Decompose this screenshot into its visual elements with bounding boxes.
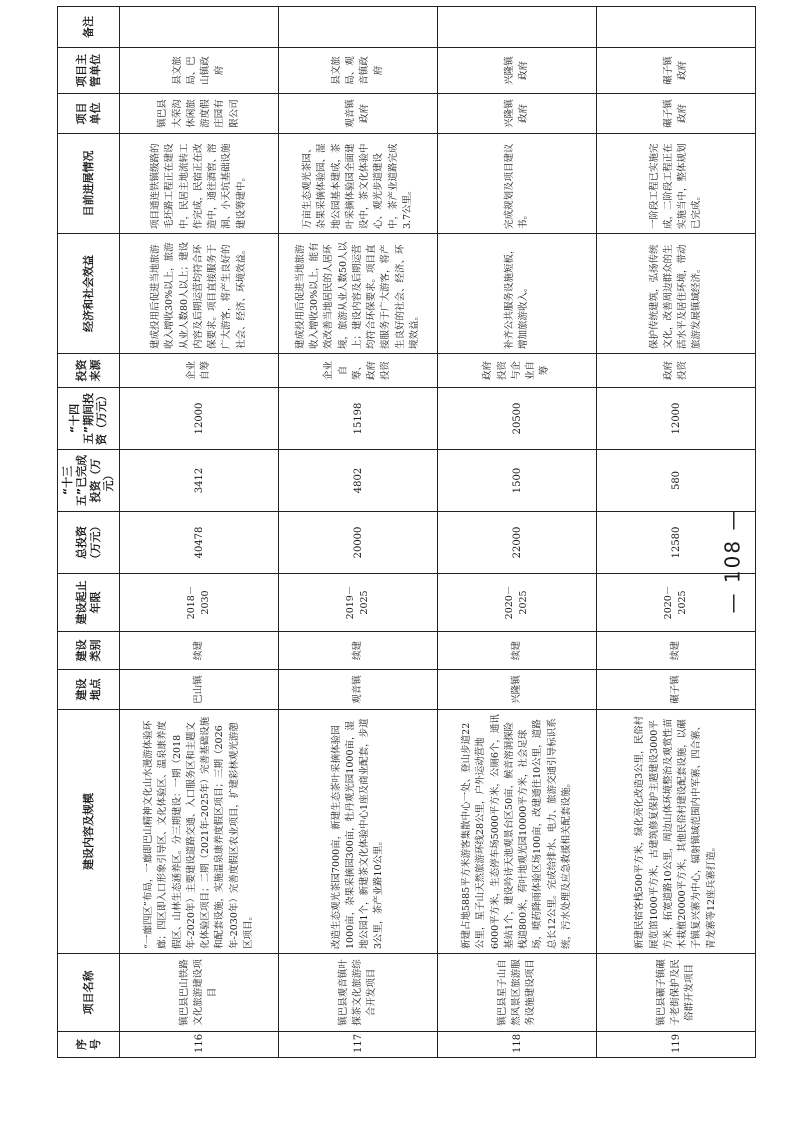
header-location: 建设地点: [58, 670, 120, 710]
cell-source: 政府投资与企业自筹: [438, 354, 597, 388]
cell-benefit: 建成投用后促进当地旅游收入增收30%以上，能有效改善当地居民的人居环境，旅游从业人数50人以上；建设内容及后期运营均符合环保要求。项目直接服务于广大游客，将产生良好的社会、经济、环境效益。: [279, 234, 438, 354]
cell-unit: 镇巴县大荣沟休闲旅游度假庄园有限公司: [120, 94, 279, 134]
header-plan-14: “十四五”期间投资（万元）: [58, 388, 120, 450]
cell-done-13: 3412: [120, 450, 279, 512]
cell-name: 镇巴县碾子镇碾子老街保护及民俗群开发项目: [597, 954, 756, 1032]
cell-progress: 项目通连铁镇级路的毛坯路工程正在建设中，民居主地流转工作完成，民宿正在改造中，通往酒窖、溶洞、小天坑基础设施建设筹建中。: [120, 134, 279, 234]
cell-seq: 117: [279, 1032, 438, 1058]
cell-plan-14: 20500: [438, 388, 597, 450]
cell-unit: 观音镇政府: [279, 94, 438, 134]
cell-location: 碾子镇: [597, 670, 756, 710]
cell-supervisor: 县文旅局、观音镇政府: [279, 48, 438, 94]
cell-period: 2019－2025: [279, 574, 438, 632]
header-total: 总投资（万元）: [58, 512, 120, 574]
cell-type: 续建: [279, 632, 438, 670]
header-progress: 目前进展情况: [58, 134, 120, 234]
cell-location: 巴山镇: [120, 670, 279, 710]
cell-source: 企业自筹、政府投资: [279, 354, 438, 388]
header-remark: 备注: [58, 7, 120, 48]
cell-benefit: 建成投用后促进当地旅游收入增收30%以上，旅游从业人数80人以上；建设内容及后期运营均符合环保要求。项目直接服务于广大游客，将产生良好的社会、经济、环境效益。: [120, 234, 279, 354]
cell-plan-14: 15198: [279, 388, 438, 450]
cell-progress: 一阶段工程已实施完成，二阶段工程正在实施当中，整体规划已完成。: [597, 134, 756, 234]
cell-seq: 116: [120, 1032, 279, 1058]
cell-period: 2018－2030: [120, 574, 279, 632]
cell-name: 镇巴县星子山自然风景区旅游服务设施建设项目: [438, 954, 597, 1032]
cell-content: 新建占地5885平方米游客集散中心一处、登山步道22公里，星子山天然旅游环线28公里，户外运动营地6000平方米，生态停车场5000平方米，公厕6个，通讯基站1个，建设吟诗天池观景台区50亩，候音溶洞探险栈道800米，荷叶地观光园10000平方米，社会足球场，喷药降雨体验区场100亩，改建通往10公里，道路总长12公里。完成给排水、电力、旅游交通引导标识系统，污水处理及应急救援相关配套设施。: [438, 710, 597, 954]
header-source: 投资来源: [58, 354, 120, 388]
header-name: 项目名称: [58, 954, 120, 1032]
cell-seq: 119: [597, 1032, 756, 1058]
page-number: — 108 —: [720, 508, 745, 614]
cell-supervisor: 碾子镇政府: [597, 48, 756, 94]
cell-total: 12580: [597, 512, 756, 574]
header-done-13: “十三五”已完成投资（万元）: [58, 450, 120, 512]
cell-plan-14: 12000: [597, 388, 756, 450]
cell-location: 观音镇: [279, 670, 438, 710]
cell-remark: [438, 7, 597, 48]
cell-type: 续建: [438, 632, 597, 670]
cell-total: 20000: [279, 512, 438, 574]
cell-period: 2020－2025: [597, 574, 756, 632]
cell-content: 改造生态观光茶园7000亩，新建生态茶叶采摘体验园1000亩，杂果采摘园300亩，牡丹观光园1000亩，湿地公园1个，新建茶文化体验中心1座及商业配套，步道3公里，茶产业路10公里。: [279, 710, 438, 954]
cell-source: 政府投资: [597, 354, 756, 388]
cell-location: 兴隆镇: [438, 670, 597, 710]
header-content: 建设内容及规模: [58, 710, 120, 954]
header-row: [58, 7, 120, 1058]
cell-remark: [279, 7, 438, 48]
cell-done-13: 1500: [438, 450, 597, 512]
cell-benefit: 补齐公共服务设施短板，增加旅游收入。: [438, 234, 597, 354]
cell-supervisor: 县文旅局、巴山镇政府: [120, 48, 279, 94]
cell-source: 企业自筹: [120, 354, 279, 388]
cell-unit: 碾子镇政府: [597, 94, 756, 134]
cell-benefit: 保护传统建筑，弘扬传统文化，改善周边群众的生活水平及居住环境，带动旅游发展镇域经济。: [597, 234, 756, 354]
cell-name: 镇巴县巴山铁路文化旅游建设项目: [120, 954, 279, 1032]
cell-plan-14: 12000: [120, 388, 279, 450]
cell-seq: 118: [438, 1032, 597, 1058]
header-seq: 序号: [58, 1032, 120, 1058]
table-row: [438, 7, 597, 1058]
table-row: [120, 7, 279, 1058]
header-unit: 项目单位: [58, 94, 120, 134]
cell-content: “一廊四区”布局，一廊即巴山精神文化山水漫游体验环廊；四区即入口形象引导区、文化体验区、温泉康养度假区、山林生态涵养区。分三期建设：一期（2018年-2020年）主要建设道路交通、入口服务区和主题文化体验区项目；二期（2021年-2025年）完善基础设施和配套设施，实施温泉康养度假区项目；三期（2026年-2030年）完善度假区农业项目，扩建彩林观光游憩区项目。: [120, 710, 279, 954]
cell-remark: [120, 7, 279, 48]
cell-type: 续建: [597, 632, 756, 670]
cell-type: 续建: [120, 632, 279, 670]
page-number-strip: [712, 0, 752, 1122]
cell-period: 2020－2025: [438, 574, 597, 632]
table-row: [279, 7, 438, 1058]
project-table: [57, 6, 756, 1058]
header-type: 建设类别: [58, 632, 120, 670]
cell-supervisor: 兴隆镇政府: [438, 48, 597, 94]
cell-done-13: 580: [597, 450, 756, 512]
cell-total: 22000: [438, 512, 597, 574]
cell-progress: 万亩生态观光茶园、杂果采摘体验园、湿地公园基本建成，茶叶采摘体验园全面建设中，茶文化体验中心、观光步道建设中，茶产业道路完成3.7公里。: [279, 134, 438, 234]
header-supervisor: 项目主管单位: [58, 48, 120, 94]
cell-total: 40478: [120, 512, 279, 574]
project-table-rotated: [57, 16, 748, 1058]
header-benefit: 经济和社会效益: [58, 234, 120, 354]
header-period: 建设起止年限: [58, 574, 120, 632]
cell-progress: 完成规划及项目建议书。: [438, 134, 597, 234]
cell-content: 新建民宿客栈500平方米，绿化亮化改造3公里，民俗村展览馆1000平方米，古建筑修复保护主题建设3000平方米，拓宽道路10公里，周边山体环境整治及观赏性苗木栽植20000平方米，其他民俗村建设配套设施，以碾子镇复兴寨为中心，辐射镇域范围内中军寨、四合寨、青龙寨等12座兵寨打造。: [597, 710, 756, 954]
cell-unit: 兴隆镇政府: [438, 94, 597, 134]
cell-done-13: 4802: [279, 450, 438, 512]
cell-name: 镇巴县观音镇叶探茶文化旅游综合开发项目: [279, 954, 438, 1032]
